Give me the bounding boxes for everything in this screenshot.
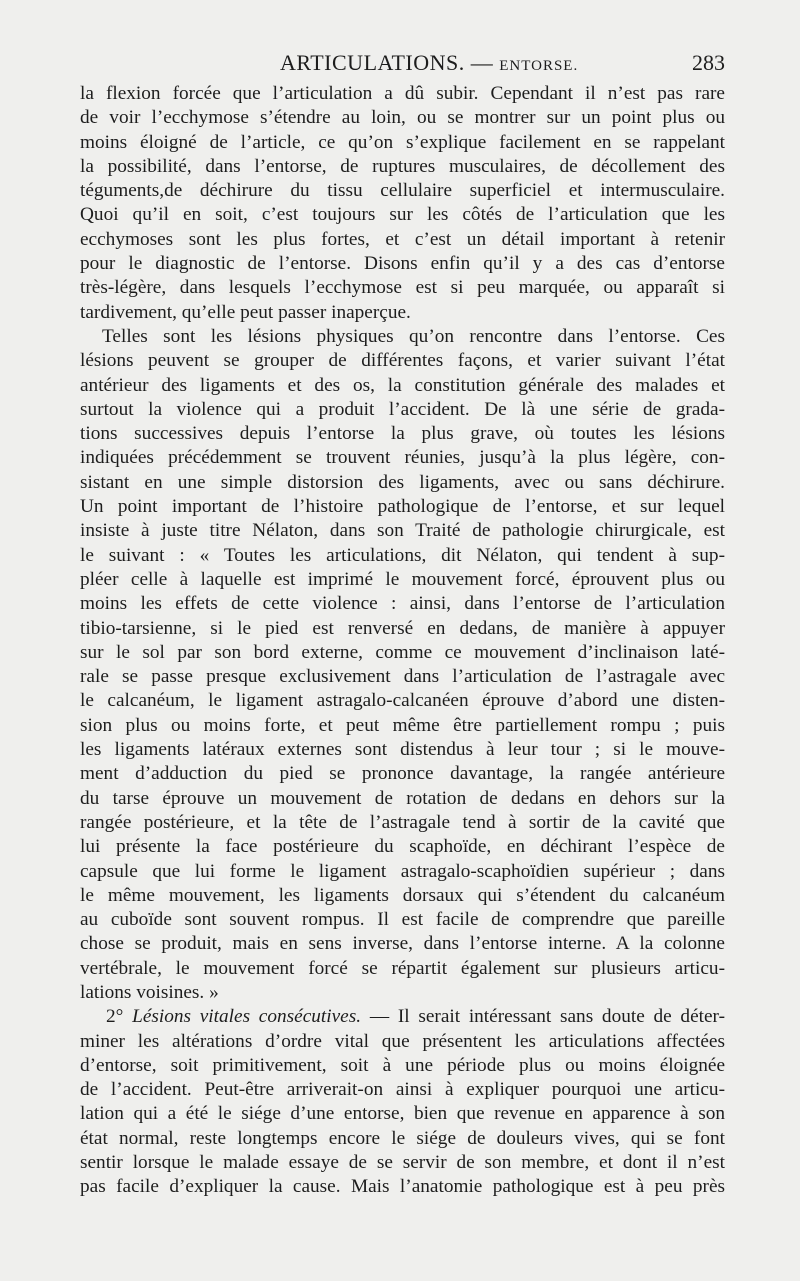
title-main: ARTICULATIONS. xyxy=(280,50,465,75)
text-line: les ligaments latéraux externes sont distendus à leur tour ; si le mouve- xyxy=(80,739,725,761)
text-line: lation qui a été le siége d’une entorse, bien que revenue en apparence à son xyxy=(80,1103,725,1125)
text-line: pas facile d’expliquer la cause. Mais l’anatomie pathologique est à peu près xyxy=(80,1176,725,1198)
text-line: Quoi qu’il en soit, c’est toujours sur les côtés de l’articulation que les xyxy=(80,204,725,226)
text-line: tardivement, qu’elle peut passer inaperçue. xyxy=(80,301,411,323)
running-header xyxy=(80,50,725,80)
paragraph-start-line: Telles sont les lésions physiques qu’on rencontre dans l’entorse. Ces xyxy=(102,325,725,347)
text-line: vertébrale, le mouvement forcé se répartit également sur plusieurs articu- xyxy=(80,957,725,979)
text-line: téguments,de déchirure du tissu cellulaire superficiel et intermusculaire. xyxy=(80,180,725,202)
text-line: au cuboïde sont souvent rompus. Il est facile de comprendre que pareille xyxy=(80,909,725,931)
page-number: 283 xyxy=(692,50,725,75)
text-line: de l’accident. Peut-être arriverait-on ainsi à expliquer pourquoi une articu- xyxy=(80,1079,725,1101)
text-line: rangée postérieure, et la tête de l’astragale tend à sortir de la cavité que xyxy=(80,811,725,833)
text-line: tions successives depuis l’entorse la plus grave, où toutes les lésions xyxy=(80,423,725,445)
text-line: insiste à juste titre Nélaton, dans son Traité de pathologie chirurgicale, est xyxy=(80,520,725,542)
section-number: 2° xyxy=(106,1006,124,1028)
text-line: du tarse éprouve un mouvement de rotation de dedans en dehors sur la xyxy=(80,787,725,809)
text-line: capsule que lui forme le ligament astragalo-scaphoïdien supérieur ; dans xyxy=(80,860,725,882)
section-heading-rest: — Il serait intéressant sans doute de déter- xyxy=(369,1006,725,1028)
text-line: le même mouvement, les ligaments dorsaux qui s’étendent du calcanéum xyxy=(80,884,725,906)
text-line: miner les altérations d’ordre vital que présentent les articulations affectées xyxy=(80,1030,725,1052)
text-line: de voir l’ecchymose s’étendre au loin, ou se montrer sur un point plus ou xyxy=(80,107,725,129)
text-line: sion plus ou moins forte, et peut même être partiellement rompu ; puis xyxy=(80,714,725,736)
text-line: Un point important de l’histoire pathologique de l’entorse, et sur lequel xyxy=(80,496,725,518)
text-line: antérieur des ligaments et des os, la constitution générale des malades et xyxy=(80,374,725,396)
running-title xyxy=(280,50,578,76)
section-heading: Lésions vitales consécutives. xyxy=(132,1006,362,1028)
text-line: rale se passe presque exclusivement dans l’articulation de l’astragale avec xyxy=(80,666,725,688)
text-line: sistant en une simple distorsion des ligaments, avec ou sans déchirure. xyxy=(80,471,725,493)
text-line: lui présente la face postérieure du scaphoïde, en déchirant l’espèce de xyxy=(80,836,725,858)
text-line: sur le sol par son bord externe, comme ce mouvement d’inclinaison laté- xyxy=(80,641,725,663)
text-line: état normal, reste longtemps encore le siége de douleurs vives, qui se font xyxy=(80,1127,725,1149)
text-line: surtout la violence qui a produit l’accident. De là une série de grada- xyxy=(80,398,725,420)
title-separator: — xyxy=(470,50,494,75)
text-line: le suivant : « Toutes les articulations, dit Nélaton, qui tendent à sup- xyxy=(80,544,725,566)
text-line: pour le diagnostic de l’entorse. Disons enfin qu’il y a des cas d’entorse xyxy=(80,253,725,275)
body-text xyxy=(80,82,725,1200)
text-line: moins éloigné de l’article, ce qu’on s’explique facilement en se rappelant xyxy=(80,131,725,153)
text-line: très-légère, dans lesquels l’ecchymose est si peu marquée, ou apparaît si xyxy=(80,277,725,299)
text-line: le calcanéum, le ligament astragalo-calcanéen éprouve d’abord une disten- xyxy=(80,690,725,712)
text-line: la possibilité, dans l’entorse, de ruptures musculaires, de décollement des xyxy=(80,155,725,177)
section-heading-line xyxy=(80,1005,725,1029)
text-line: tibio-tarsienne, si le pied est renversé en dedans, de manière à appuyer xyxy=(80,617,725,639)
text-line: la flexion forcée que l’articulation a dû subir. Cependant il n’est pas rare xyxy=(80,83,725,104)
text-line: moins les effets de cette violence : ainsi, dans l’entorse de l’articulation xyxy=(80,593,725,615)
text-line: pléer celle à laquelle est imprimé le mouvement forcé, éprouvent plus ou xyxy=(80,568,725,590)
text-line: sentir lorsque le malade essaye de se servir de son membre, et dont il n’est xyxy=(80,1152,725,1174)
text-line: ecchymoses sont les plus fortes, et c’est un détail important à retenir xyxy=(80,228,725,250)
title-sub: ENTORSE. xyxy=(499,58,579,74)
text-line: indiquées précédemment se trouvent réunies, jusqu’à la plus légère, con- xyxy=(80,447,725,469)
text-line: chose se produit, mais en sens inverse, dans l’entorse interne. A la colonne xyxy=(80,933,725,955)
text-line: lations voisines. » xyxy=(80,981,219,1003)
text-line: lésions peuvent se grouper de différentes façons, et varier suivant l’état xyxy=(80,350,725,372)
text-line: ment d’adduction du pied se prononce davantage, la rangée antérieure xyxy=(80,763,725,785)
text-line: d’entorse, soit primitivement, soit à une période plus ou moins éloignée xyxy=(80,1054,725,1076)
